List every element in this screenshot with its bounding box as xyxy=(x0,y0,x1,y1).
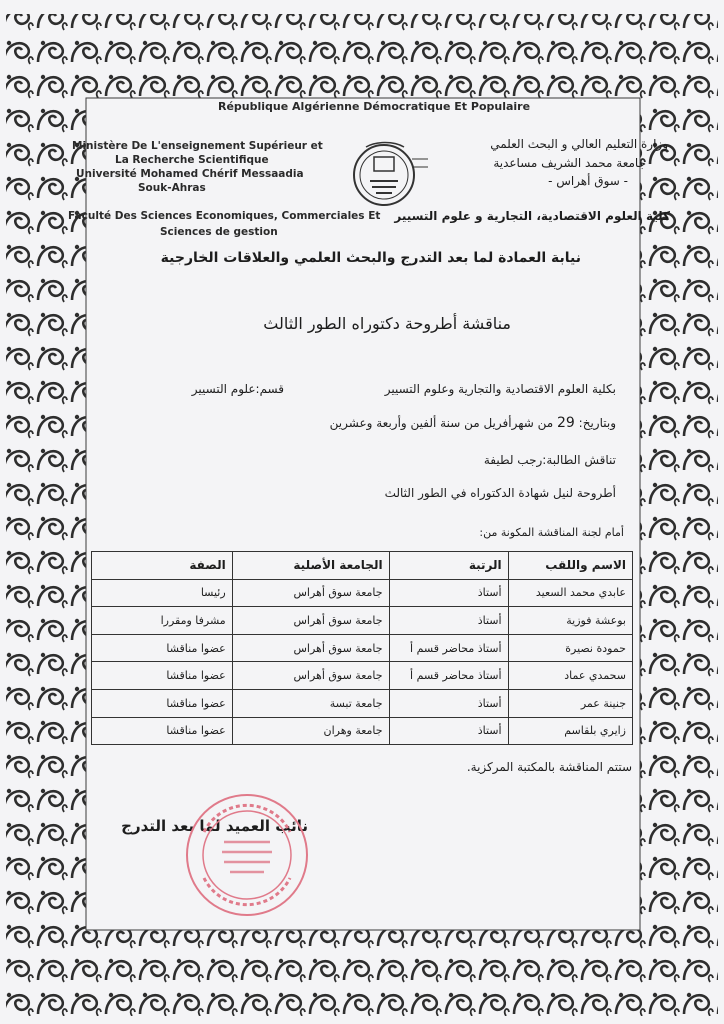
member-university: جامعة تبسة xyxy=(232,689,389,717)
member-name: سحمدي عماد xyxy=(508,662,632,690)
member-role: عضوا مناقشا xyxy=(92,717,233,745)
member-name: بوعشة فوزية xyxy=(508,607,632,635)
table-row xyxy=(92,634,633,662)
member-rank: أستاذ xyxy=(389,607,508,635)
member-name: جنينة عمر xyxy=(508,689,632,717)
jury-table xyxy=(91,551,633,745)
faculty-fr-line2: Sciences de gestion xyxy=(160,226,278,238)
table-row xyxy=(92,662,633,690)
ministry-fr-line1: Ministère De L'enseignement Supérieur et xyxy=(72,140,323,152)
member-university: جامعة سوق أهراس xyxy=(232,634,389,662)
member-university: جامعة سوق أهراس xyxy=(232,662,389,690)
member-university: جامعة سوق أهراس xyxy=(232,607,389,635)
ministry-fr-line2: La Recherche Scientifique xyxy=(115,154,269,166)
committee-intro: أمام لجنة المناقشة المكونة من: xyxy=(479,526,624,539)
member-name: عابدي محمد السعيد xyxy=(508,579,632,607)
faculty-ar: كلية العلوم الاقتصادية، التجارية و علوم التسيير xyxy=(394,209,670,223)
city-fr: Souk-Ahras xyxy=(138,182,206,194)
member-rank: أستاذ محاضر قسم أ xyxy=(389,662,508,690)
faculty-fr-line1: Faculté Des Sciences Economiques, Commerciales Et xyxy=(68,210,381,222)
jury-header-row xyxy=(92,552,633,580)
table-row xyxy=(92,607,633,635)
date-line xyxy=(330,415,616,431)
university-logo xyxy=(346,139,430,211)
member-rank: أستاذ xyxy=(389,717,508,745)
university-ar: جامعة محمد الشريف مساعدية xyxy=(493,156,646,170)
header-name: الاسم واللقب xyxy=(508,552,632,580)
header-university: الجامعة الأصلية xyxy=(232,552,389,580)
member-role: عضوا مناقشا xyxy=(92,634,233,662)
date-day: 29 xyxy=(557,415,575,431)
member-name: حمودة نصيرة xyxy=(508,634,632,662)
republic-heading: République Algérienne Démocratique Et Populaire xyxy=(218,100,531,113)
member-rank: أستاذ xyxy=(389,689,508,717)
table-row xyxy=(92,579,633,607)
member-university: جامعة سوق أهراس xyxy=(232,579,389,607)
thesis-line: أطروحة لنيل شهادة الدكتوراه في الطور الثالث xyxy=(384,486,616,500)
signature-title: نائب العميد لما بعد التدرج xyxy=(121,817,308,835)
document-title: مناقشة أطروحة دكتوراه الطور الثالث xyxy=(263,314,511,333)
deanery-heading: نيابة العمادة لما بعد التدرج والبحث العلمي والعلاقات الخارجية xyxy=(160,250,581,266)
member-name: زايري بلقاسم xyxy=(508,717,632,745)
date-prefix: وبتاريخ: xyxy=(578,416,616,430)
member-rank: أستاذ xyxy=(389,579,508,607)
header-role: الصفة xyxy=(92,552,233,580)
member-university: جامعة وهران xyxy=(232,717,389,745)
header-rank: الرتبة xyxy=(389,552,508,580)
university-fr: Université Mohamed Chérif Messaadia xyxy=(76,168,304,180)
faculty-line: بكلية العلوم الاقتصادية والتجارية وعلوم التسيير xyxy=(384,382,616,396)
member-role: عضوا مناقشا xyxy=(92,689,233,717)
member-role: رئيسا xyxy=(92,579,233,607)
ministry-ar: وزارة التعليم العالي و البحث العلمي xyxy=(490,137,668,151)
member-role: عضوا مناقشا xyxy=(92,662,233,690)
table-row xyxy=(92,717,633,745)
city-ar: - سوق أهراس - xyxy=(548,174,628,188)
member-role: مشرفا ومقررا xyxy=(92,607,233,635)
candidate-line: تناقش الطالبة:رجب لطيفة xyxy=(483,453,616,467)
table-row xyxy=(92,689,633,717)
official-stamp xyxy=(184,792,310,918)
department-line: قسم:علوم التسيير xyxy=(191,382,284,396)
date-rest: من شهرأفريل من سنة ألفين وأربعة وعشرين xyxy=(329,416,554,430)
member-rank: أستاذ محاضر قسم أ xyxy=(389,634,508,662)
venue-line: ستتم المناقشة بالمكتبة المركزية. xyxy=(466,760,632,774)
